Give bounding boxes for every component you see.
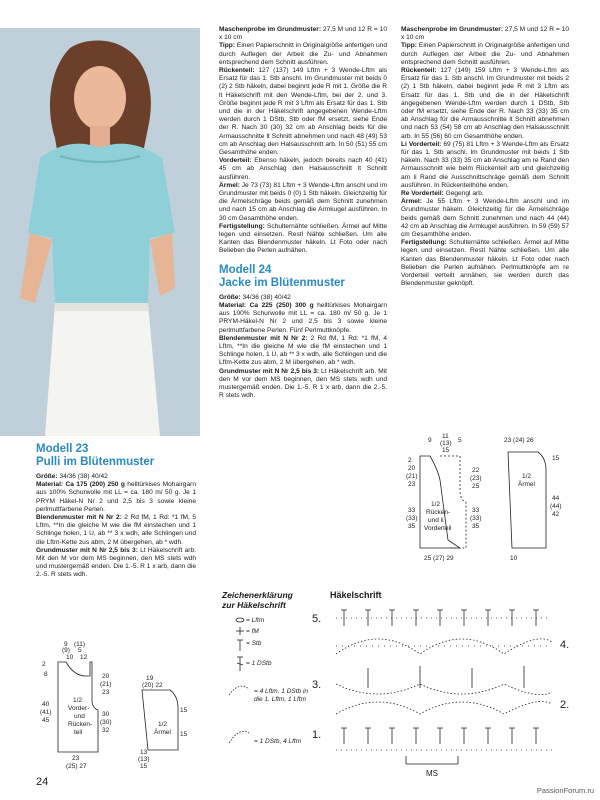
schema-model23 — [30, 640, 190, 770]
model23-groesse: Größe: 34/36 (38) 40/42 — [36, 473, 108, 480]
s24-sleeve2: Ärmel — [518, 481, 535, 488]
s23-slb1: 13 — [140, 749, 148, 756]
s24-mid3: 25 — [472, 483, 480, 490]
ms-label: MS — [426, 769, 438, 778]
s24-body2: Rücken- — [426, 509, 451, 516]
model24-groesse: Größe: 34/36 (38) 40/42 — [219, 293, 291, 301]
s23-mid4: 30 — [102, 711, 110, 718]
s23-body5: teil — [74, 729, 83, 736]
row-4: 4. — [560, 639, 570, 651]
s23-slr2: 15 — [180, 731, 188, 738]
s24-mid1: 22 — [472, 467, 480, 474]
schema-model23-svg — [30, 640, 190, 770]
s23-slb3: 15 — [140, 763, 148, 770]
s24-mid5: (33) — [470, 515, 482, 522]
s23-left3: 40 — [42, 701, 50, 708]
s23-top6: 12 — [80, 654, 88, 661]
row-5: 5. — [312, 613, 322, 625]
model24-grund: Grundmuster mit N Nr 2,5 bis 3: Lt Häkelschrift arb. Mit den M vor dem MS beginnen, den MS stets wdh und mustergemäß enden. Die 1.-5. R 1 x arb, dann die 2.-5. R stets wdh. — [219, 367, 387, 400]
s24-left4: 23 — [408, 481, 416, 488]
model24-blenden: Blendenmuster mit N Nr 2: 2 Rd fM, 1 Rd: *1 fM, 4 Lftm, **In die gleiche M wie die fM einstechen und 1 Schlinge holen, 1 U, ab ** 3 x wdh, alle Schlingen und die Lftm-Kette zus abm, 2 M übergehen, ab * wdh. — [219, 334, 387, 367]
legend-item-3: = Stb — [246, 640, 262, 647]
col3-maschenprobe: Maschenprobe im Grundmuster: 27,5 M und 12 R = 10 x 10 cm — [401, 26, 569, 42]
s24-left7: 35 — [408, 523, 416, 530]
s23-slr1: 15 — [180, 707, 188, 714]
model23-material: Material: Ca 175 (200) 250 g helltürkises Mohairgarn aus 100% Schurwolle mit LL = ca. 180 m/ 50 g. Je 1 PRYM Häkel-N Nr 2 und 2,5 bis 3 sowie kleine perlmuttfarbene Perlen. — [36, 481, 196, 513]
col3-revorder: Re Vorderteil: Gegengl arb. — [401, 190, 484, 198]
s24-left2: 20 — [408, 465, 416, 472]
model-photo — [0, 28, 200, 436]
col2-maschenprobe: Maschenprobe im Grundmuster: 27,5 M und 12 R = 10 x 10 cm — [219, 26, 387, 42]
s23-top5: 10 — [66, 654, 74, 661]
col3-livorder: Li Vorderteil: 69 (75) 81 Lftm + 3 Wende-Lftm als Ersatz für das 1. Stb anschl. Im Grundmuster mit beids 1 Stb häkeln. Nach 33 (33) 35 cm ab Anschlag am re Rand den Armausschnitt wie beim Rückenteil arb und gleichzeitig am li Rand die Ausschnittschräge gemäß dem Schnitt ausführen. In Rückenteilhöhe enden. — [401, 140, 569, 189]
model23-grund: Grundmuster mit N Nr 2,5 bis 3: Lt Häkelschrift arb. Mit den M vor dem MS beginnen, den MS stets wdh und mustergemäß enden. Die 1.-5. R 1 x arb, dann die 2.-5. R stets wdh. — [36, 546, 196, 579]
model24-title1: Modell 24 — [219, 263, 272, 276]
s24-left1: 2 — [408, 457, 412, 464]
page-number: 24 — [36, 776, 49, 788]
s23-body4: Rücken- — [68, 721, 93, 728]
row-3: 3. — [312, 679, 322, 691]
s24-top3: (13) — [440, 440, 452, 447]
s23-sltop2: (20) 22 — [142, 682, 163, 689]
col3-text — [401, 26, 569, 289]
s24-left6: (33) — [406, 515, 418, 522]
s23-mid2: (21) — [100, 681, 112, 688]
col2-text — [219, 26, 387, 400]
s24-top1: 9 — [428, 437, 432, 444]
s23-top1: 9 — [64, 641, 68, 648]
legend-title — [222, 590, 293, 610]
s23-left1: 2 — [42, 661, 46, 668]
col2-ruecken: Rückenteil: 127 (137) 149 Lftm + 3 Wende-Lftm als Ersatz für das 1. Stb anschl. Im Grundmuster mit beids 0 (2) 2 Stb häkeln, dabei beginnt jede R mit 1. Größe die R lt Häkelschrift mit den Wende-Lftm, bei der 2. und 3. Größe beginnt jede R mit 3 Lftm als Ersatz für das 1. Stb und die in der Häkelschrift angegebenen Wende-Lftm werden durch 1 DStb, Stb oder fM ersetzt, siehe Ende der R. Nach 30 (30) 32 cm ab Anschlag beids für die Armausschnitte lt Schnitt abnehmen und nach 48 (49) 53 cm ab Anschlag den Halsausschnitt arb. In 50 (51) 55 cm Gesamthöhe enden. — [219, 67, 387, 157]
s24-top4: 15 — [442, 447, 450, 454]
col3-ruecken: Rückenteil: 127 (149) 159 Lftm + 3 Wende-Lftm als Ersatz für das 1. Stb anschl. Im Grundmuster mit beids 2 (2) 1 Stb häkeln, dabei beginnt jede R mit 3 Lftm als Ersatz für das 1. Stb und die in der Häkelschrift angegebenen Wende-Lftm werden durch 1 DStb, Stb oder fM ersetzt, siehe Ende der R. Nach 33 (33) 35 cm ab Anschlag für die Armausschnitte lt Schnitt abnehmen und nach 53 (54) 58 cm ab Anschlag den Halsausschnitt arb. In 55 (56) 60 cm Gesamthöhe enden. — [401, 67, 569, 140]
model23-title2: Pulli im Blütenmuster — [36, 456, 155, 468]
s23-body2: Vorder- — [68, 705, 90, 712]
crochet-chart-title: Häkelschrift — [330, 590, 382, 600]
row-2: 2. — [560, 699, 570, 711]
s24-bottom: 25 (27) 29 — [424, 555, 454, 562]
s24-left5: 33 — [408, 507, 416, 514]
s23-mid5: (30) — [100, 719, 112, 726]
s24-left3: (21) — [406, 473, 418, 480]
s24-slr4: 15 — [552, 455, 560, 462]
s24-mid2: (23) — [470, 475, 482, 482]
s23-sltop1: 19 — [146, 675, 154, 682]
s24-sltop: 23 (24) 26 — [504, 437, 534, 444]
model23-title1: Modell 23 — [36, 443, 89, 455]
schema-model24 — [400, 430, 580, 570]
legend-item-5: = 4 Lftm, 1 DStb in die 1. Lftm, 1 Lftm — [254, 688, 309, 703]
model24-material: Material: Ca 225 (250) 300 g helltürkises Mohairgarn aus 100% Schurwolle mit LL = ca. 180 m/ 50 g. Je 1 PRYM-Häkel-N Nr 2 und 2,5 bis 3 sowie kleine perlmuttfarbene Perlen. Fünf Perlmuttknöpfe. — [219, 301, 387, 334]
s23-slb2: (13) — [138, 756, 150, 763]
model23-text — [36, 443, 196, 580]
model23-heading — [36, 443, 196, 469]
s24-slb: 10 — [510, 555, 518, 562]
col2-tipp: Tipp: Einen Papierschnitt in Originalgröße anfertigen und durch Auflegen der Arbeit die Zu- und Abnahmen entsprechend dem Schnitt ausführen. — [219, 42, 387, 66]
s23-left2: 8 — [44, 671, 48, 678]
s23-top3: (11) — [74, 641, 86, 648]
s23-bottom2: (25) 27 — [66, 763, 87, 770]
s23-sleeve1: 1/2 — [158, 721, 168, 728]
watermark: PassionForum.ru — [536, 786, 594, 795]
s24-slr1: 44 — [552, 495, 560, 502]
s23-sleeve2: Ärmel — [154, 729, 171, 736]
s23-bottom1: 23 — [72, 755, 80, 762]
s23-mid1: 20 — [102, 673, 110, 680]
s24-sleeve1: 1/2 — [522, 473, 532, 480]
s23-top4: 5 — [78, 647, 82, 654]
model24-heading — [219, 264, 387, 290]
s24-body3: und li — [428, 517, 444, 524]
s23-left4: (41) — [40, 709, 52, 716]
s24-body4: Vorderteil — [424, 525, 452, 532]
col2-fertig: Fertigstellung: Schulternähte schließen. Ärmel auf Mitte legen und einsetzen. Restl Nähte schließen. Um alle Kanten das Blendenmuster häkeln. Lt Foto oder nach Belieben die Perlen aufnähen. — [219, 222, 387, 255]
row-1: 1. — [312, 729, 322, 741]
legend-title2: zur Häkelschrift — [222, 600, 286, 610]
legend-item-2: = fM — [246, 628, 259, 635]
s24-slr2: (44) — [550, 503, 562, 510]
col2-aermel: Ärmel: Je 73 (73) 81 Lftm + 3 Wende-Lftm anschl und im Grundmuster mit beids 0 (0) 1 Stb häkeln. Gleichzeitig für die Ärmelschräge beids gemäß dem Schnitt zunehmen und nach 15 cm ab Anschlag die Armkugel ausführen. In 30 cm Gesamthöhe enden. — [219, 181, 387, 222]
s23-body1: 1/2 — [73, 697, 83, 704]
s24-mid4: 33 — [472, 507, 480, 514]
crochet-chart — [308, 604, 588, 784]
col3-tipp: Tipp: Einen Papierschnitt in Originalgröße anfertigen und durch Auflegen der Arbeit die Zu- und Abnahmen entsprechend dem Schnitt ausführen. — [401, 42, 569, 66]
s24-slr3: 42 — [552, 511, 560, 518]
s23-left5: 45 — [42, 717, 50, 724]
model-photo-illustration — [0, 28, 200, 436]
s23-top2: (9) — [62, 647, 70, 654]
s24-mid6: 35 — [472, 523, 480, 530]
legend-item-1: = Lftm — [246, 617, 265, 624]
legend-item-4: = 1 DStb — [246, 660, 272, 667]
col3-aermel: Ärmel: Je 55 Lftm + 3 Wende-Lftm anschl und im Grundmuster häkeln. Gleichzeitig für die Ärmelschräge beids gemäß dem Schnitt zunehmen und nach 44 (44) 42 cm ab Anschlag die Armkugel ausführen. In 59 (59) 57 cm Gesamthöhe enden. — [401, 198, 569, 239]
model23-blenden: Blendenmuster mit N Nr 2: 2 Rd fM, 1 Rd: *1 fM, 5 Lftm, **In die gleiche M wie die fM einstechen und 1 Schlinge holen, 1 U, ab ** 3 x wdh, alle Schlingen und die Lftm-Kette zus abm, 2 M übergehen, ab * wdh. — [36, 514, 196, 546]
s24-top2: 11 — [442, 433, 449, 440]
model24-title2: Jacke im Blütenmuster — [219, 276, 345, 289]
s23-body3: und — [74, 713, 85, 720]
s23-mid3: 23 — [102, 689, 110, 696]
s24-body1: 1/2 — [431, 501, 441, 508]
s23-mid6: 32 — [102, 727, 110, 734]
schema-model24-svg — [400, 430, 580, 570]
s24-top5: 5 — [458, 437, 462, 444]
legend-title1: Zeichenerklärung — [222, 590, 293, 600]
col2-vorder: Vorderteil: Ebenso häkeln, jedoch bereits nach 40 (41) 45 cm ab Anschlag den Halsausschnitt lt Schnitt ausführen. — [219, 157, 387, 181]
col3-fertig: Fertigstellung: Schulternähte schließen. Ärmel auf Mitte legen und einsetzen. Restl Nähte schließen. Um alle Kanten das Blendenmuster häkeln. Lt Foto oder nach Belieben die Perlen aufnähen. Perlmuttknöpfe am re Vorderteil verteilt annähen, sie werden durch das Blendenmuster geknöpft. — [401, 239, 569, 288]
legend-item-6: = 1 DStb, 4 Lftm — [254, 738, 302, 745]
legend-symbols — [225, 615, 255, 775]
